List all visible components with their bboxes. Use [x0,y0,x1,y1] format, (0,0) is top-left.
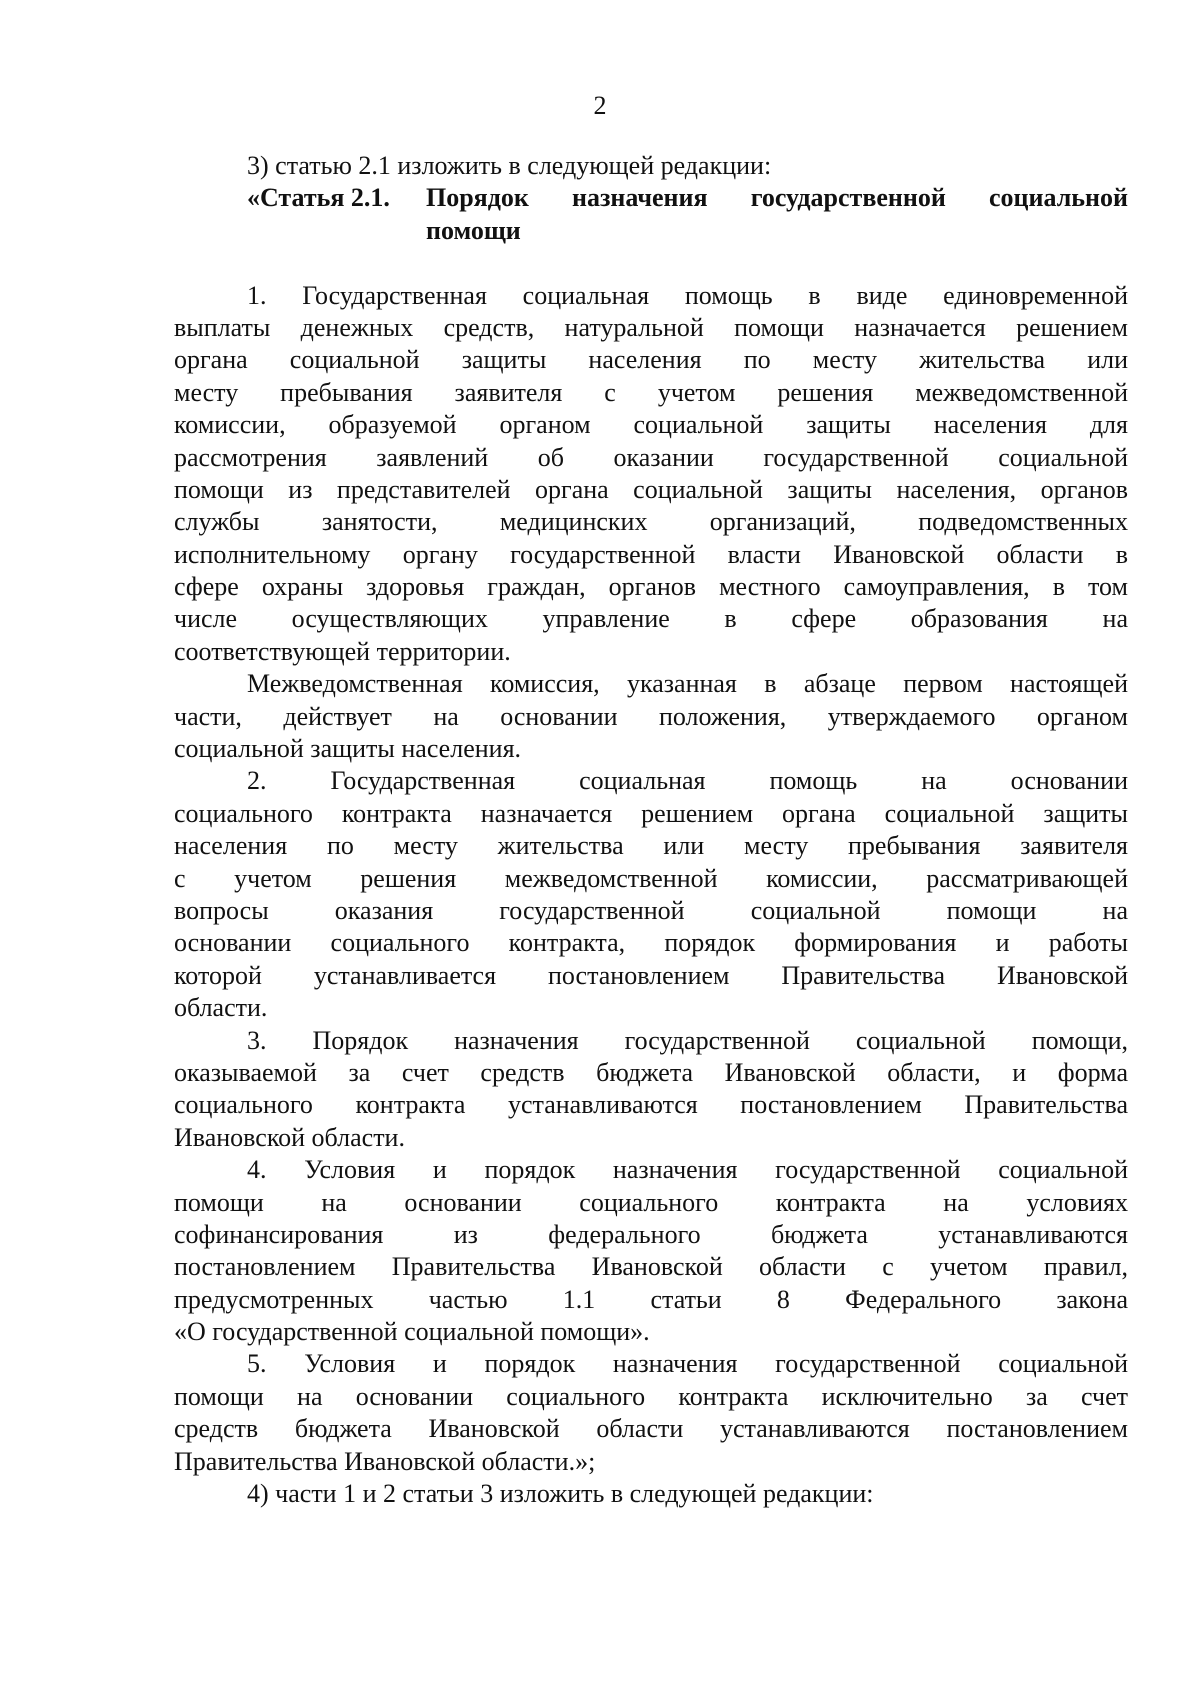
text-line: Ивановской области. [174,1122,405,1152]
text-line: помощи на основании социального контракта на условиях [174,1187,1128,1217]
text-line: Межведомственная комиссия, указанная в абзаце первом настоящей [247,669,1128,699]
text-line: социальной защиты населения. [174,734,522,764]
article-label: «Статья 2.1. [247,183,390,213]
text-line: основании социального контракта, порядок формирования и работы [174,928,1128,958]
text-line: области. [174,993,268,1023]
text-line: оказываемой за счет средств бюджета Ивановской области, и форма [174,1057,1128,1087]
text-line: исполнительному органу государственной власти Ивановской области в [174,539,1128,569]
text-line: 2. Государственная социальная помощь на основании [247,766,1128,796]
text-line: социального контракта назначается решением органа социальной защиты [174,798,1128,828]
text-line: 3. Порядок назначения государственной социальной помощи, [247,1025,1128,1055]
text-line: предусмотренных частью 1.1 статьи 8 Федерального закона [174,1284,1128,1314]
text-line: софинансирования из федерального бюджета устанавливаются [174,1219,1128,1249]
article-title: Порядок назначения государственной социальной [426,183,1128,213]
text-line: вопросы оказания государственной социальной помощи на [174,895,1128,925]
text-line: рассмотрения заявлений об оказании государственной социальной [174,442,1128,472]
text-line: части, действует на основании положения, утверждаемого органом [174,701,1128,731]
text-line: которой устанавливается постановлением Правительства Ивановской [174,960,1128,990]
text-line: 4) части 1 и 2 статьи 3 изложить в следующей редакции: [247,1479,874,1509]
page-number: 2 [593,91,607,120]
text-line: соответствующей территории. [174,636,511,666]
text-line: выплаты денежных средств, натуральной помощи назначается решением [174,312,1128,342]
text-line: постановлением Правительства Ивановской области с учетом правил, [174,1252,1128,1282]
text-line: помощи из представителей органа социальной защиты населения, органов [174,474,1128,504]
text-line: 4. Условия и порядок назначения государственной социальной [247,1155,1128,1185]
text-line: населения по месту жительства или месту пребывания заявителя [174,831,1128,861]
text-line: средств бюджета Ивановской области устанавливаются постановлением [174,1414,1128,1444]
text-line: с учетом решения межведомственной комиссии, рассматривающей [174,863,1128,893]
text-line: службы занятости, медицинских организаций, подведомственных [174,507,1128,537]
text-line: комиссии, образуемой органом социальной защиты населения для [174,410,1128,440]
text-line: Правительства Ивановской области.»; [174,1446,596,1476]
text-line: «О государственной социальной помощи». [174,1317,650,1347]
text-line: 5. Условия и порядок назначения государственной социальной [247,1349,1128,1379]
text-line: месту пребывания заявителя с учетом решения межведомственной [174,377,1128,407]
text-line: социального контракта устанавливаются постановлением Правительства [174,1090,1128,1120]
amendment-intro: 3) статью 2.1 изложить в следующей редакции: [247,151,772,180]
text-line: органа социальной защиты населения по месту жительства или [174,345,1128,375]
text-line: числе осуществляющих управление в сфере образования на [174,604,1128,634]
text-line: помощи на основании социального контракта исключительно за счет [174,1381,1128,1411]
document-body [174,150,1128,1510]
spacer [174,247,1128,279]
text-line: 1. Государственная социальная помощь в виде единовременной [247,280,1128,310]
text-line: сфере охраны здоровья граждан, органов местного самоуправления, в том [174,572,1128,602]
article-title-continued: помощи [426,215,521,245]
article-heading [174,182,1128,214]
